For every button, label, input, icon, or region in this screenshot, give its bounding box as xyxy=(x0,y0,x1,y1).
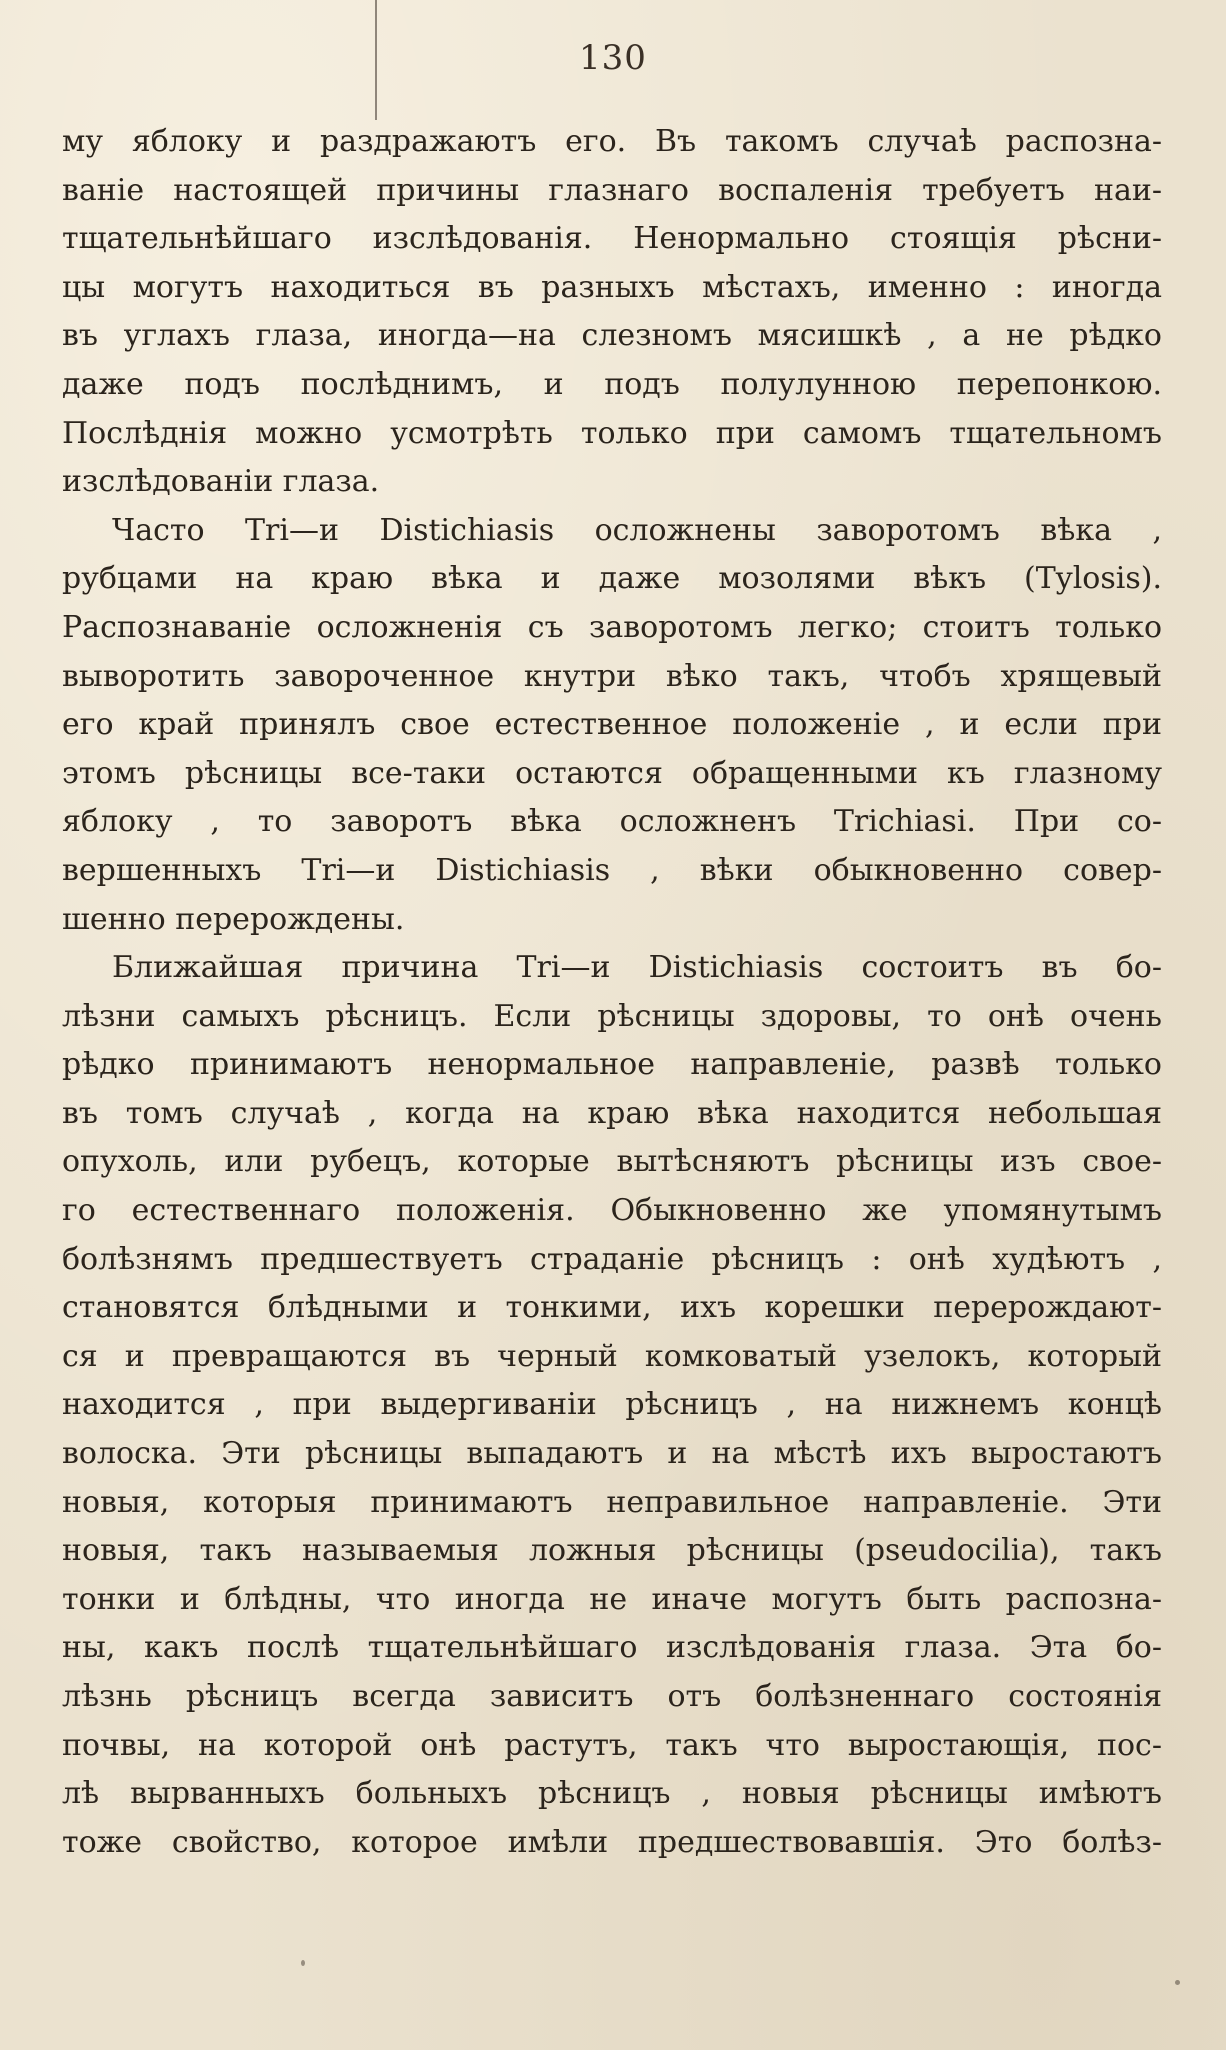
text-line: въ углахъ глаза, иногда—на слезномъ мясишкѣ , а не рѣдко xyxy=(62,318,1162,354)
text-line: тщательнѣйшаго изслѣдованія. Ненормально стоящія рѣсни- xyxy=(62,221,1162,257)
text-line: Распознаваніе осложненія съ заворотомъ легко; стоитъ только xyxy=(62,609,1162,645)
text-line: становятся блѣдными и тонкими, ихъ корешки перерождают- xyxy=(62,1290,1162,1326)
text-line: лѣзни самыхъ рѣсницъ. Если рѣсницы здоровы, то онѣ очень xyxy=(62,998,1162,1034)
text-line: ваніе настоящей причины глазнаго воспаленія требуетъ наи- xyxy=(62,172,1162,208)
text-line: новыя, которыя принимаютъ неправильное направленіе. Эти xyxy=(62,1484,1162,1520)
text-line: въ томъ случаѣ , когда на краю вѣка находится небольшая xyxy=(62,1095,1162,1131)
text-line: Ближайшая причина Tri—и Distichiasis состоитъ въ бо- xyxy=(112,950,1162,986)
text-line: находится , при выдергиваніи рѣсницъ , на нижнемъ концѣ xyxy=(62,1387,1162,1423)
text-line: рубцами на краю вѣка и даже мозолями вѣкъ (Tylosis). xyxy=(62,561,1162,597)
text-line: опухоль, или рубецъ, которые вытѣсняютъ рѣсницы изъ свое- xyxy=(62,1144,1162,1180)
text-line: лѣзнь рѣсницъ всегда зависитъ отъ болѣзненнаго состоянія xyxy=(62,1679,1162,1714)
text-line: му яблоку и раздражаютъ его. Въ такомъ случаѣ распозна- xyxy=(62,124,1162,159)
text-line: Послѣднія можно усмотрѣть только при самомъ тщательномъ xyxy=(62,415,1162,451)
text-line: даже подъ послѣднимъ, и подъ полулунною перепонкою. xyxy=(62,366,1162,402)
text-line: яблоку , то заворотъ вѣка осложненъ Trichiasi. При со- xyxy=(62,804,1162,840)
page-number: 130 xyxy=(579,38,647,78)
text-line: шенно перерождены. xyxy=(62,901,405,937)
text-line: ны, какъ послѣ тщательнѣйшаго изслѣдованія глаза. Эта бо- xyxy=(62,1630,1162,1666)
text-line: тоже свойство, которое имѣли предшествовавшія. Это болѣз- xyxy=(62,1824,1162,1860)
text-line: волоска. Эти рѣсницы выпадаютъ и на мѣстѣ ихъ выростаютъ xyxy=(62,1436,1162,1472)
body-text xyxy=(62,118,1162,1867)
text-line: выворотить завороченное кнутри вѣко такъ, чтобъ хрящевый xyxy=(62,658,1162,694)
text-line: го естественнаго положенія. Обыкновенно же упомянутымъ xyxy=(62,1193,1162,1229)
text-line: новыя, такъ называемыя ложныя рѣсницы (pseudocilia), такъ xyxy=(62,1533,1162,1569)
text-line: почвы, на которой онѣ растутъ, такъ что выростающія, пос- xyxy=(62,1727,1162,1763)
text-line: болѣзнямъ предшествуетъ страданіе рѣсницъ : онѣ худѣютъ , xyxy=(62,1241,1162,1277)
text-line: лѣ вырванныхъ больныхъ рѣсницъ , новыя рѣсницы имѣютъ xyxy=(62,1776,1162,1812)
paper-speck xyxy=(301,1960,305,1966)
text-line: изслѣдованіи глаза. xyxy=(62,464,380,500)
text-line: тонки и блѣдны, что иногда не иначе могутъ быть распозна- xyxy=(62,1581,1162,1617)
text-line: цы могутъ находиться въ разныхъ мѣстахъ, именно : иногда xyxy=(62,269,1162,305)
text-line: Часто Tri—и Distichiasis осложнены заворотомъ вѣка , xyxy=(112,512,1162,548)
text-line: рѣдко принимаютъ ненормальное направленіе, развѣ только xyxy=(62,1047,1162,1083)
text-line: этомъ рѣсницы все-таки остаются обращенными къ глазному xyxy=(62,755,1162,791)
paper-speck xyxy=(1175,1980,1180,1985)
text-line: его край принялъ свое естественное положеніе , и если при xyxy=(62,707,1162,743)
text-line: вершенныхъ Tri—и Distichiasis , вѣки обыкновенно совер- xyxy=(62,852,1162,888)
text-line: ся и превращаются въ черный комковатый узелокъ, который xyxy=(62,1338,1162,1374)
